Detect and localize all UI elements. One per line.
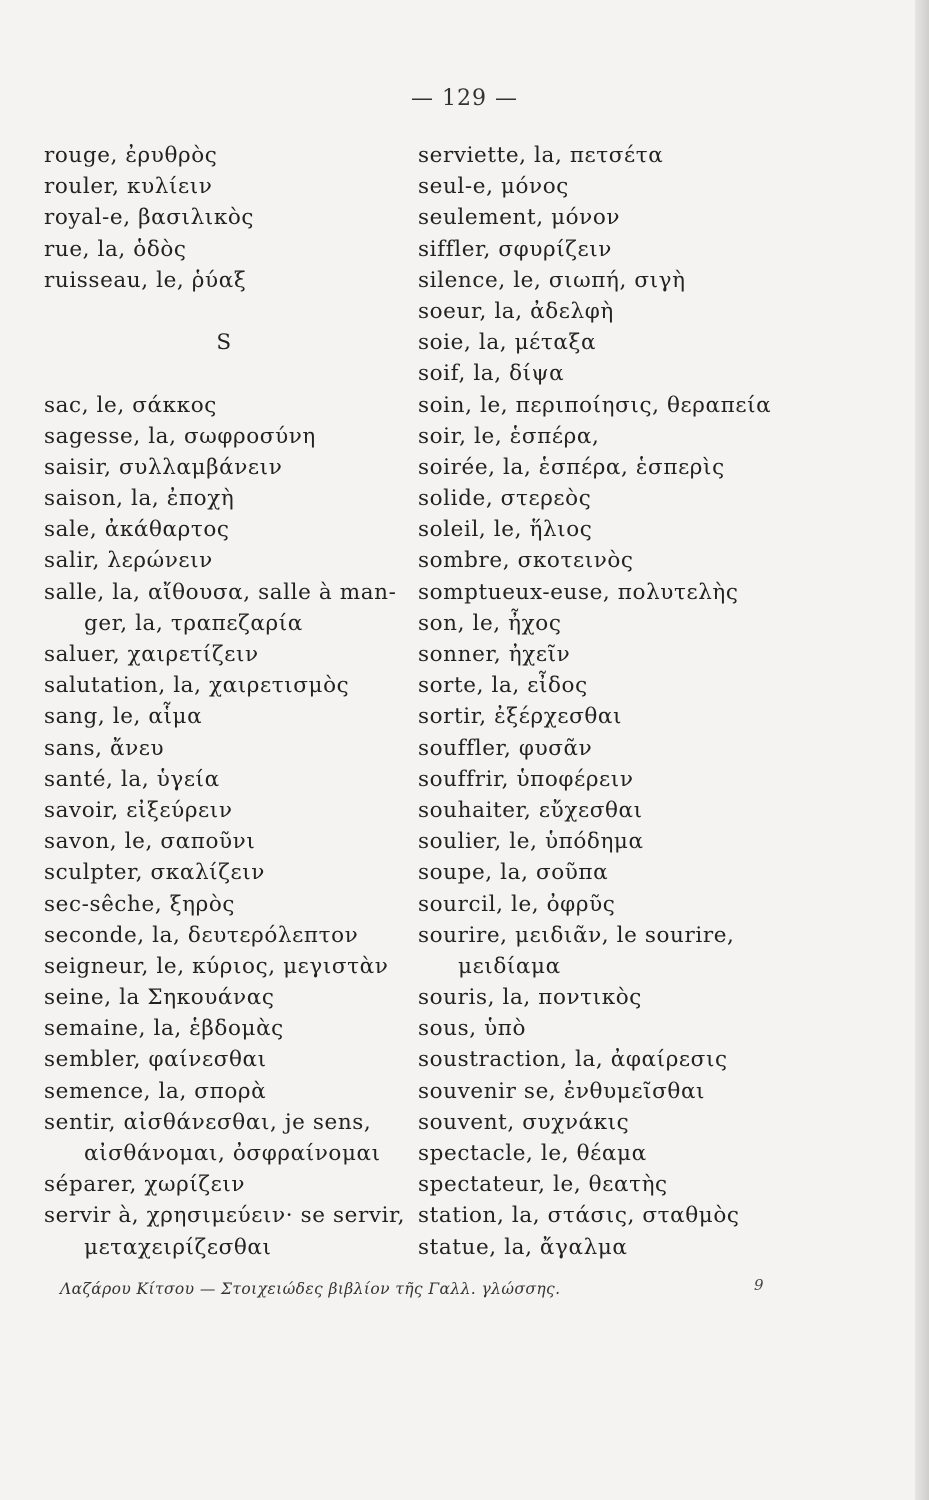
right-entry: soirée, la, ἑσπέρα, ἑσπερὶς	[418, 454, 725, 480]
left-entry: rouge, ἐρυθρὸς	[44, 143, 218, 168]
left-entry: saluer, χαιρετίζειν	[44, 642, 259, 667]
right-entry: somptueux-euse, πολυτελὴς	[418, 579, 739, 605]
section-letter: S	[216, 330, 232, 356]
left-entry: saison, la, ἐποχὴ	[44, 486, 235, 512]
right-entry: soeur, la, ἀδελφὴ	[418, 298, 614, 324]
right-entry: souffrir, ὑποφέρειν	[418, 766, 634, 792]
left-entry: salir, λερώνειν	[44, 548, 213, 574]
right-column	[418, 140, 818, 1263]
right-entry: souvenir se, ἐνθυμεῖσθαι	[418, 1078, 706, 1104]
left-entry: ruisseau, le, ῥύαξ	[44, 267, 247, 293]
left-entry: sentir, αἰσθάνεσθαι, je sens,	[44, 1109, 372, 1135]
left-entry: sagesse, la, σωφροσύνη	[44, 423, 316, 449]
footer-title: Λαζάρου Κίτσου — Στοιχειώδες βιβλίον τῆς Γαλλ. γλώσσης.	[60, 1280, 561, 1298]
right-entry: sourire, μειδιᾶν, le sourire,	[418, 922, 735, 948]
left-entry: salle, la, αἴθουσα, salle à man-	[44, 579, 397, 605]
left-entry: rouler, κυλίειν	[44, 174, 213, 200]
right-entry: sorte, la, εἶδος	[418, 673, 588, 699]
left-entry: semaine, la, ἑβδομὰς	[44, 1016, 284, 1042]
page-number: — 129 —	[411, 86, 518, 111]
right-entry: statue, la, ἄγαλμα	[418, 1234, 628, 1260]
left-entry: αἰσθάνομαι, ὀσφραίνομαι	[84, 1141, 381, 1166]
right-entry: sortir, ἐξέρχεσθαι	[418, 704, 623, 730]
right-entry: spectacle, le, θέαμα	[418, 1141, 647, 1166]
right-entry: μειδίαμα	[458, 953, 561, 979]
left-entry: ger, la, τραπεζαρία	[84, 610, 303, 636]
right-entry: seulement, μόνον	[418, 205, 621, 231]
right-entry: siffler, σφυρίζειν	[418, 236, 612, 262]
right-entry: soleil, le, ἥλιος	[418, 517, 593, 543]
left-column	[44, 140, 424, 1263]
left-entry: rue, la, ὁδὸς	[44, 236, 187, 262]
right-entry: station, la, στάσις, σταθμὸς	[418, 1203, 740, 1229]
left-entry: royal-e, βασιλικὸς	[44, 205, 255, 231]
left-entry: servir à, χρησιμεύειν· se servir,	[44, 1203, 405, 1229]
right-entry: sous, ὑπὸ	[418, 1016, 527, 1042]
left-entry: santé, la, ὑγεία	[44, 766, 220, 792]
page-edge	[915, 0, 929, 1500]
left-entry: semence, la, σπορὰ	[44, 1078, 267, 1104]
left-entry: sans, ἄνευ	[44, 735, 165, 761]
left-entry: saisir, συλλαμβάνειν	[44, 454, 283, 480]
right-entry: son, le, ἦχος	[418, 610, 562, 636]
left-entry: sale, ἀκάθαρτος	[44, 517, 230, 543]
right-entry: soir, le, ἑσπέρα,	[418, 423, 600, 449]
left-entry: sculpter, σκαλίζειν	[44, 860, 265, 886]
left-entry: savoir, εἰξεύρειν	[44, 797, 233, 823]
left-entry: seine, la Σηκουάνας	[44, 985, 275, 1011]
right-entry: souffler, φυσᾶν	[418, 735, 593, 761]
left-entry: sac, le, σάκκος	[44, 392, 217, 418]
left-entry: sec-sêche, ξηρὸς	[44, 891, 236, 917]
left-entry: séparer, χωρίζειν	[44, 1172, 246, 1198]
left-entry: seigneur, le, κύριος, μεγιστὰν	[44, 953, 389, 979]
right-entry: spectateur, le, θεατὴς	[418, 1172, 668, 1198]
right-entry: soulier, le, ὑπόδημα	[418, 829, 644, 855]
left-entry: sang, le, αἷμα	[44, 704, 203, 730]
right-entry: soustraction, la, ἀφαίρεσις	[418, 1047, 728, 1073]
right-entry: sonner, ἠχεῖν	[418, 642, 571, 667]
right-entry: serviette, la, πετσέτα	[418, 143, 664, 168]
left-entry: salutation, la, χαιρετισμὸς	[44, 673, 350, 699]
left-entry: savon, le, σαποῦνι	[44, 829, 256, 855]
right-entry: seul-e, μόνος	[418, 174, 569, 200]
signature-mark: 9	[754, 1276, 764, 1294]
left-entry: sembler, φαίνεσθαι	[44, 1047, 267, 1073]
left-entry: seconde, la, δευτερόλεπτον	[44, 922, 359, 948]
right-entry: silence, le, σιωπή, σιγὴ	[418, 267, 686, 293]
left-entry	[44, 358, 424, 389]
left-entry	[44, 296, 424, 327]
right-entry: soupe, la, σοῦπα	[418, 860, 609, 886]
right-entry: soif, la, δίψα	[418, 361, 565, 387]
right-entry: soin, le, περιποίησις, θεραπεία	[418, 392, 772, 418]
right-entry: soie, la, μέταξα	[418, 330, 597, 356]
right-entry: souris, la, ποντικὸς	[418, 985, 642, 1011]
right-entry: souvent, συχνάκις	[418, 1109, 630, 1135]
right-entry: sombre, σκοτεινὸς	[418, 548, 634, 574]
left-entry: μεταχειρίζεσθαι	[84, 1234, 272, 1260]
right-entry: solide, στερεὸς	[418, 486, 592, 512]
right-entry: souhaiter, εὔχεσθαι	[418, 797, 643, 823]
right-entry: sourcil, le, ὀφρῦς	[418, 891, 616, 917]
